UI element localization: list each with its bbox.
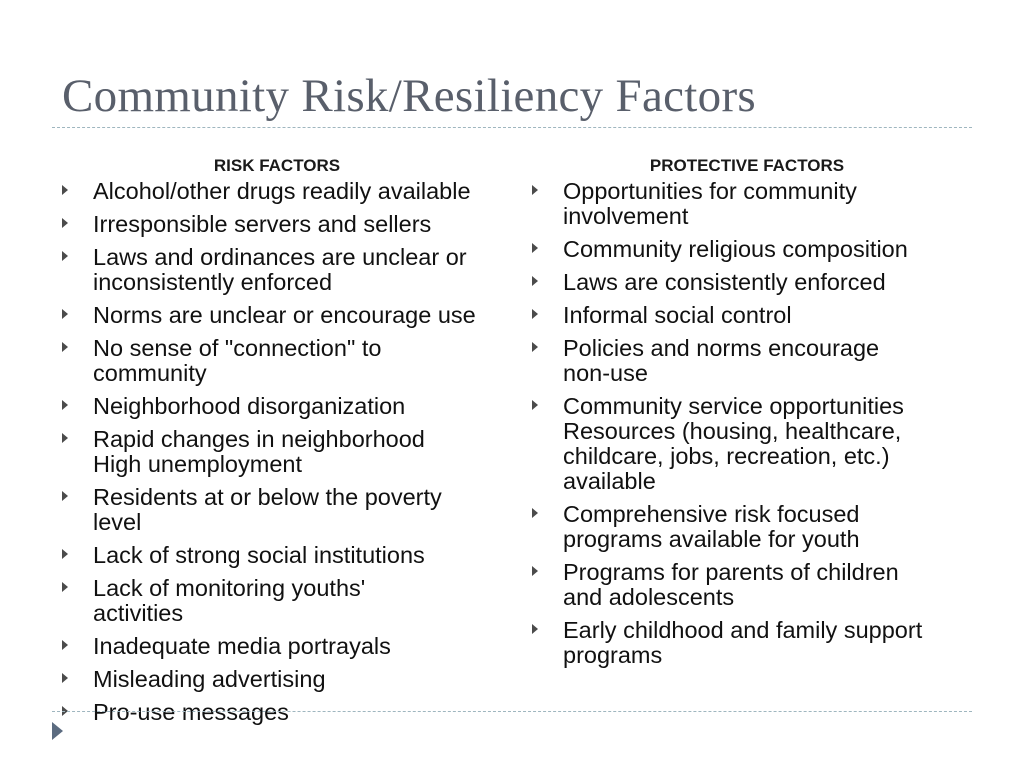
list-item: Norms are unclear or encourage use <box>62 303 492 328</box>
list-item: Policies and norms encourage non-use <box>532 336 962 386</box>
list-item: Early childhood and family support programs <box>532 618 962 668</box>
bullet-icon <box>62 433 68 443</box>
slide-title: Community Risk/Resiliency Factors <box>62 70 756 122</box>
list-item: Programs for parents of children and adolescents <box>532 560 962 610</box>
list-item: Irresponsible servers and sellers <box>62 212 492 237</box>
bullet-icon <box>532 342 538 352</box>
title-divider <box>52 127 972 128</box>
list-item: Community service opportunities Resources (housing, healthcare, childcare, jobs, recreation, etc.) available <box>532 394 962 494</box>
bullet-icon <box>532 243 538 253</box>
list-item: Opportunities for community involvement <box>532 179 962 229</box>
list-item: Lack of strong social institutions <box>62 543 492 568</box>
protective-factors-list <box>532 179 962 668</box>
bullet-icon <box>62 251 68 261</box>
list-item: Community religious composition <box>532 237 962 262</box>
bullet-icon <box>62 549 68 559</box>
bullet-icon <box>532 276 538 286</box>
bullet-icon <box>62 185 68 195</box>
list-item: Neighborhood disorganization <box>62 394 492 419</box>
slide-marker-icon <box>52 722 63 740</box>
bullet-icon <box>532 400 538 410</box>
bullet-icon <box>62 640 68 650</box>
list-item: Inadequate media portrayals <box>62 634 492 659</box>
bullet-icon <box>62 400 68 410</box>
list-item: Laws and ordinances are unclear or inconsistently enforced <box>62 245 492 295</box>
list-item: Rapid changes in neighborhood High unemployment <box>62 427 492 477</box>
list-item: Pro-use messages <box>62 700 492 725</box>
risk-factors-column <box>62 155 492 733</box>
bullet-icon <box>532 185 538 195</box>
list-item: Residents at or below the poverty level <box>62 485 492 535</box>
protective-factors-heading: PROTECTIVE FACTORS <box>649 156 845 175</box>
risk-factors-list <box>62 179 492 725</box>
list-item: Comprehensive risk focused programs available for youth <box>532 502 962 552</box>
list-item: Lack of monitoring youths' activities <box>62 576 492 626</box>
bullet-icon <box>532 508 538 518</box>
bullet-icon <box>62 218 68 228</box>
risk-factors-heading: RISK FACTORS <box>213 156 341 175</box>
bullet-icon <box>62 491 68 501</box>
bullet-icon <box>532 624 538 634</box>
list-item: No sense of "connection" to community <box>62 336 492 386</box>
list-item: Informal social control <box>532 303 962 328</box>
footer-divider <box>52 711 972 712</box>
bullet-icon <box>62 309 68 319</box>
bullet-icon <box>532 566 538 576</box>
list-item: Laws are consistently enforced <box>532 270 962 295</box>
bullet-icon <box>62 582 68 592</box>
bullet-icon <box>62 342 68 352</box>
list-item: Alcohol/other drugs readily available <box>62 179 492 204</box>
bullet-icon <box>62 673 68 683</box>
bullet-icon <box>532 309 538 319</box>
protective-factors-column <box>532 155 962 676</box>
list-item: Misleading advertising <box>62 667 492 692</box>
